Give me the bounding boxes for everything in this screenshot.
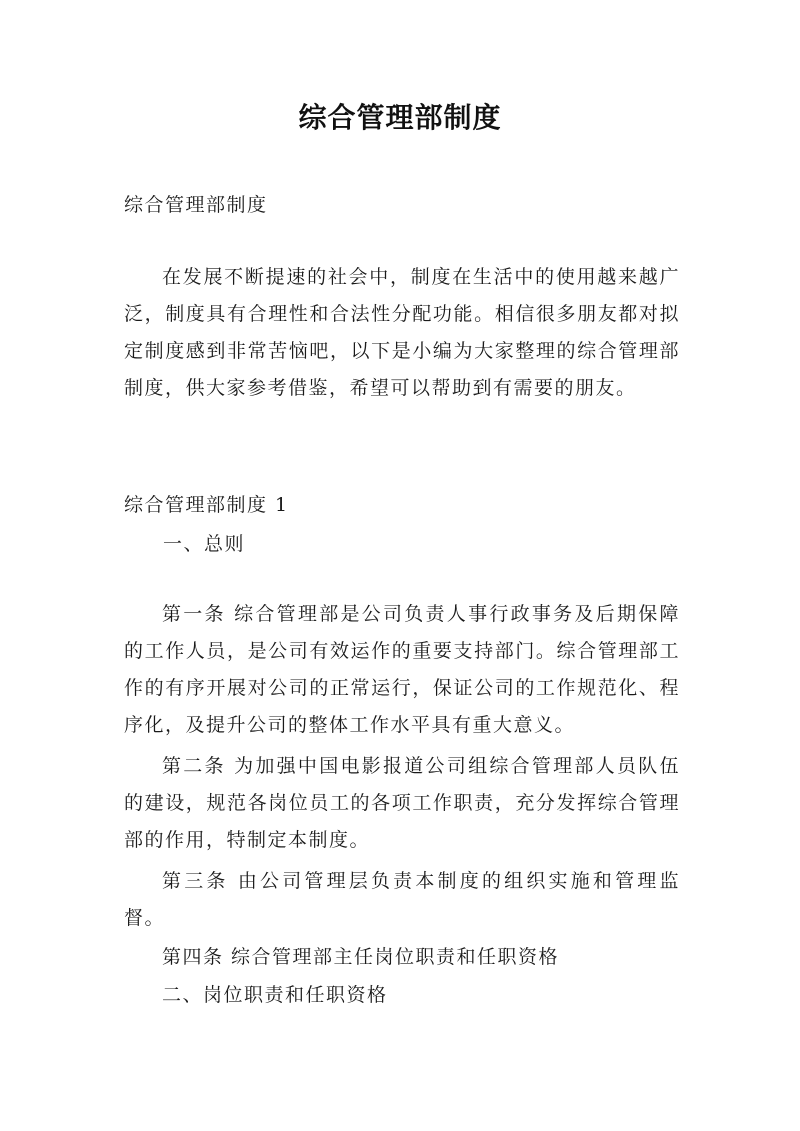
chapter-heading-general: 一、总则: [163, 533, 246, 555]
section-heading: 综合管理部制度 1: [124, 494, 289, 516]
document-subtitle: 综合管理部制度: [124, 194, 268, 216]
document-title: 综合管理部制度: [298, 101, 502, 134]
article-3: 第三条 由公司管理层负责本制度的组织实施和管理监督。: [124, 870, 680, 929]
intro-paragraph: 在发展不断提速的社会中，制度在生活中的使用越来越广泛，制度具有合理性和合法性分配功能。相信很多朋友都对拟定制度感到非常苦恼吧，以下是小编为大家整理的综合管理部制度，供大家参考借鉴，希望可以帮助到有需要的朋友。: [124, 266, 680, 399]
chapter-heading-duties: 二、岗位职责和任职资格: [162, 984, 388, 1006]
article-4: 第四条 综合管理部主任岗位职责和任职资格: [162, 946, 560, 968]
article-1: 第一条 综合管理部是公司负责人事行政事务及后期保障的工作人员，是公司有效运作的重要支持部门。综合管理部工作的有序开展对公司的正常运行，保证公司的工作规范化、程序化，及提升公司的整体工作水平具有重大意义。: [124, 603, 680, 736]
article-2: 第二条 为加强中国电影报道公司组综合管理部人员队伍的建设，规范各岗位员工的各项工作职责，充分发挥综合管理部的作用，特制定本制度。: [124, 755, 680, 851]
